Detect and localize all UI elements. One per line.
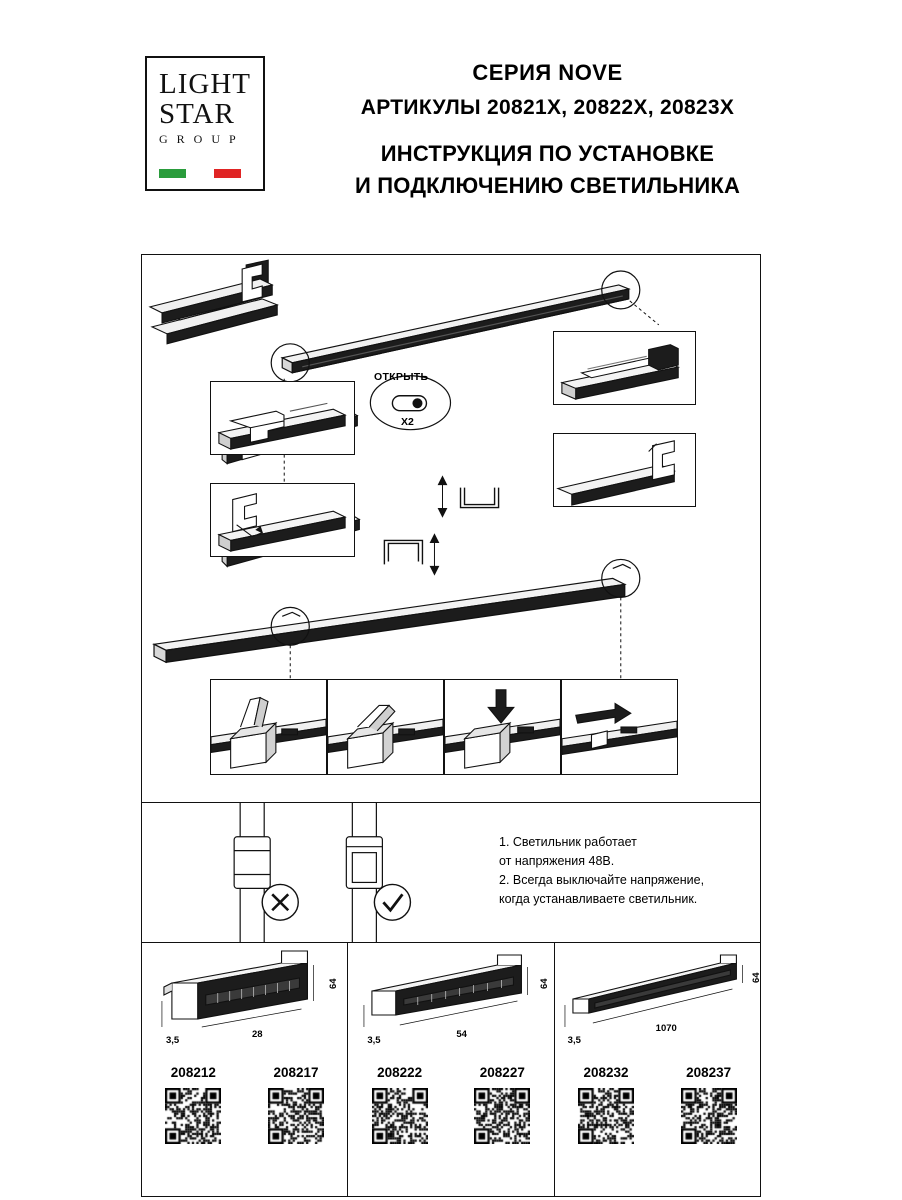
detail-box-mid-right [553,433,696,507]
model-3-depth-label: 3,5 [567,1035,581,1046]
model-2-length-label: 54 [456,1029,467,1040]
model-1-qr-row [142,1088,347,1144]
warning-panel [142,803,760,943]
qr-code-icon[interactable] [165,1088,221,1144]
model-code: 208237 [686,1065,732,1080]
step-box-1 [210,679,327,775]
step-drawing-1 [211,680,326,774]
qr-code-icon[interactable] [268,1088,324,1144]
model-code: 208217 [273,1065,319,1080]
installation-panel [142,255,760,803]
italy-flag-icon [159,169,241,178]
qr-code-icon[interactable] [372,1088,428,1144]
brand-logo [145,56,265,191]
open-label: ОТКРЫТЬ [374,371,429,383]
logo-line-2: STAR [159,97,235,130]
model-code: 208222 [377,1065,423,1080]
model-2-height-label: 64 [539,978,551,989]
logo-group-text: G R O U P [159,132,239,147]
warning-text-block [499,833,744,909]
articles-label: АРТИКУЛЫ 20821X, 20822X, 20823X [360,96,735,119]
warning-line-3: 2. Всегда выключайте напряжение, [499,873,705,887]
models-panel [142,943,760,1196]
detail-drawing-clip-onto-rail [554,434,695,506]
qr-code-icon[interactable] [681,1088,737,1144]
model-3-codes [555,1065,760,1080]
step-drawing-3 [445,680,560,774]
detail-drawing-module-into-rail [554,332,695,404]
step-box-2 [327,679,444,775]
x2-label: X2 [401,416,414,428]
step-drawing-2 [328,680,443,774]
detail-drawing-endcap [211,382,354,454]
qr-code-icon[interactable] [578,1088,634,1144]
model-3-height-label: 64 [750,972,762,983]
model-3-length-label: 1070 [655,1023,677,1034]
model-code: 208232 [583,1065,629,1080]
model-1-depth-label: 3,5 [166,1035,180,1046]
step-drawing-4 [562,680,677,774]
header-text-block [269,50,862,200]
document-header [0,0,902,200]
model-1-codes [142,1065,347,1080]
model-2-depth-label: 3,5 [367,1035,381,1046]
warning-line-1: 1. Светильник работает [499,835,637,849]
model-code: 208227 [479,1065,525,1080]
logo-line-1: LIGHT [159,68,251,100]
warning-line-4: когда устанавливаете светильник. [499,892,698,906]
detail-box-top-right [553,331,696,405]
model-drawing-3 [555,943,760,1063]
model-code: 208212 [170,1065,216,1080]
model-3-qr-row [555,1088,760,1144]
model-1-height-label: 64 [328,978,339,989]
instruction-title-line1: ИНСТРУКЦИЯ ПО УСТАНОВКЕ [380,141,715,166]
detail-drawing-clip-insert [211,484,354,556]
model-column-3 [555,943,760,1196]
model-2-codes [348,1065,553,1080]
model-2-qr-row [348,1088,553,1144]
model-column-1 [142,943,348,1196]
step-box-3 [444,679,561,775]
model-column-2 [348,943,554,1196]
warning-line-2: от напряжения 48В. [499,854,615,868]
model-1-length-label: 28 [252,1029,263,1040]
detail-box-mid-left [210,483,355,557]
step-box-4 [561,679,678,775]
instruction-frame [141,254,761,1197]
qr-code-icon[interactable] [474,1088,530,1144]
instruction-title-line2: И ПОДКЛЮЧЕНИЮ СВЕТИЛЬНИКА [354,172,741,198]
series-label: СЕРИЯ NOVE [472,60,623,85]
detail-box-top-left [210,381,355,455]
